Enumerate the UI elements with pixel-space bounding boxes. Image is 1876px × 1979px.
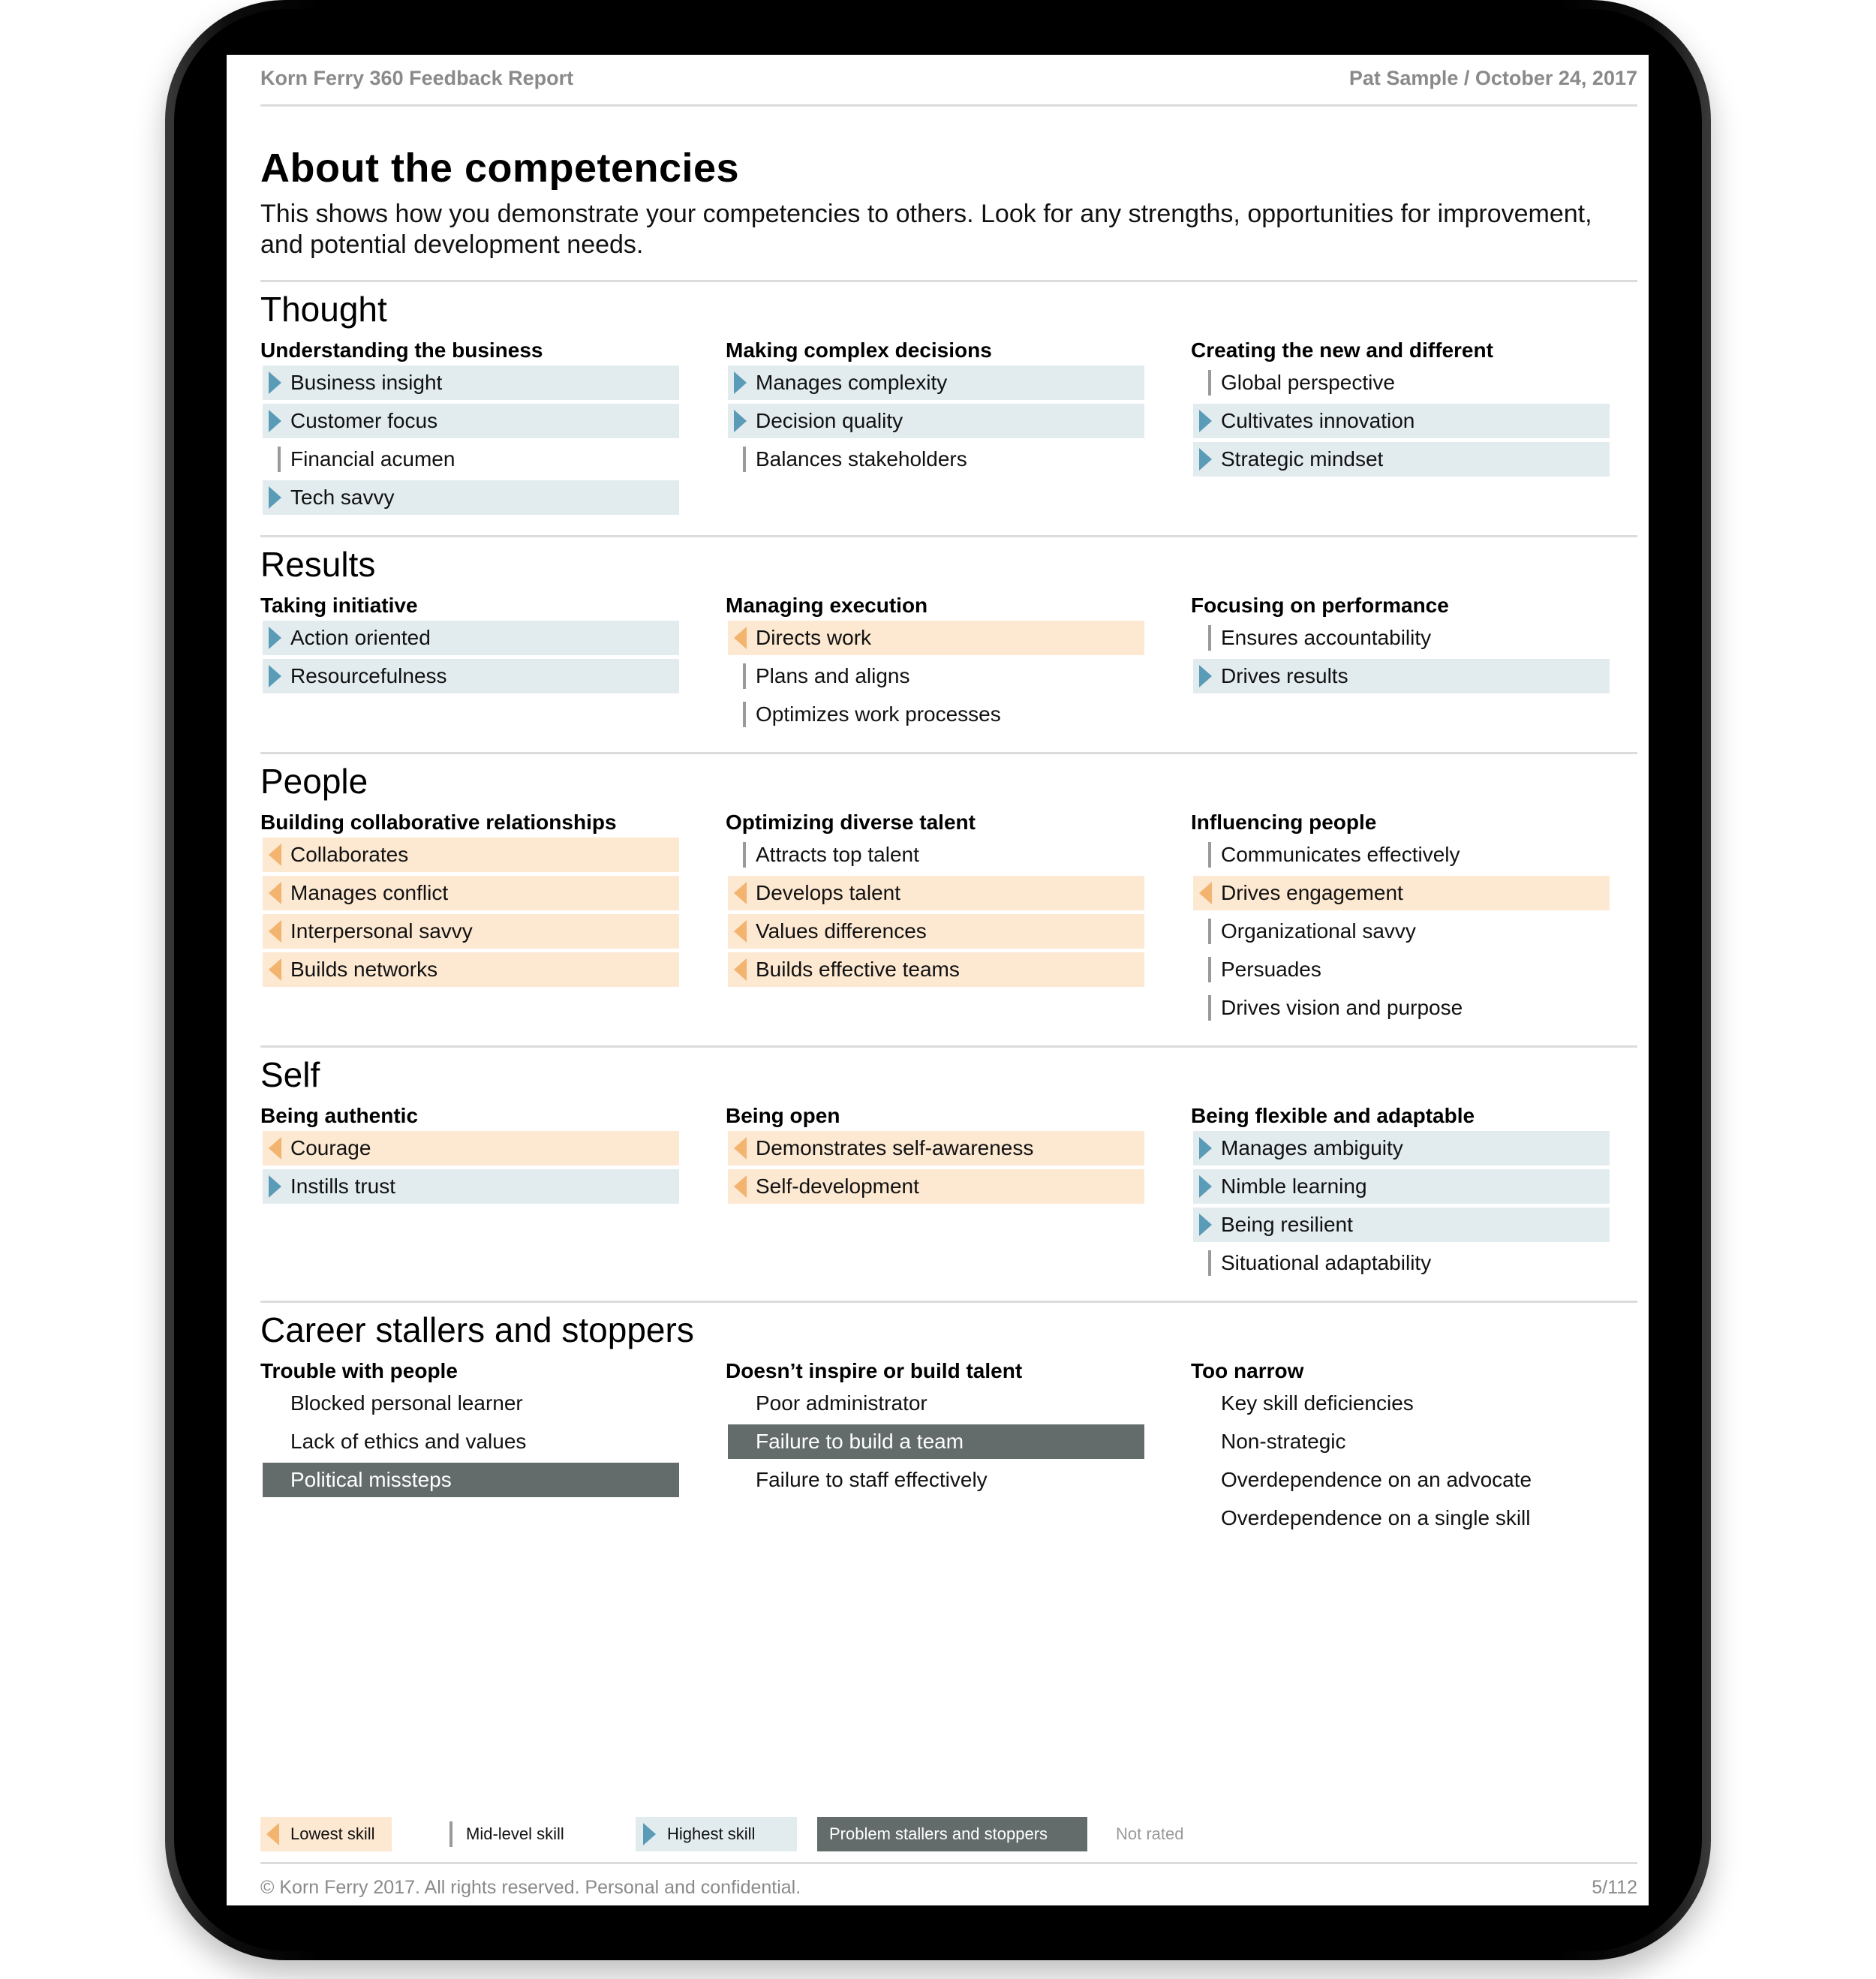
competency-item [263,1131,679,1165]
header-divider [260,104,1637,107]
group-title: Being open [726,1104,840,1127]
legend-highest [636,1817,797,1851]
competency-label: Interpersonal savvy [290,919,473,943]
competency-label: Non-strategic [1221,1430,1346,1453]
triangle-left-icon [269,914,284,949]
triangle-left-icon [734,621,749,655]
competency-item [728,404,1144,438]
vertical-bar-icon [1199,621,1214,655]
competency-item [728,659,1144,693]
triangle-right-icon [1199,1131,1214,1165]
competency-group [1191,335,1611,480]
group-title: Being flexible and adaptable [1191,1104,1475,1127]
competency-item [728,1424,1144,1459]
competency-label: Financial acumen [290,447,455,471]
competency-group [726,591,1146,735]
triangle-right-icon [269,365,284,400]
group-title: Focusing on performance [1191,594,1449,617]
competency-label: Attracts top talent [756,843,919,866]
vertical-bar-icon [269,442,284,477]
triangle-right-icon [269,480,284,515]
competency-label: Persuades [1221,958,1321,981]
legend-mid [448,1817,598,1851]
competency-item [728,697,1144,732]
section-divider [260,1045,1637,1048]
triangle-right-icon [734,404,749,438]
footer-divider [260,1862,1637,1864]
competency-label: Develops talent [756,881,901,904]
competency-item [263,952,679,987]
group-title: Doesn’t inspire or build talent [726,1359,1023,1382]
group-title: Managing execution [726,594,928,617]
competency-item [1193,1169,1610,1204]
competency-item [728,1463,1144,1497]
legend-highest-label: Highest skill [667,1824,756,1843]
triangle-left-icon [734,876,749,910]
competency-item [1193,442,1610,477]
triangle-right-icon [269,1169,284,1204]
competency-item [728,1169,1144,1204]
triangle-left-icon [734,1169,749,1204]
triangle-right-icon [1199,442,1214,477]
competency-group [260,591,681,697]
triangle-right-icon [269,659,284,693]
vertical-bar-icon [448,1817,452,1847]
triangle-left-icon [269,876,284,910]
competency-group [1191,1101,1611,1284]
competency-item [263,365,679,400]
section-title-people: People [260,762,368,801]
competency-item [263,914,679,949]
competency-item [728,1131,1144,1165]
competency-item [263,876,679,910]
group-title: Trouble with people [260,1359,458,1382]
competency-label: Drives vision and purpose [1221,996,1463,1019]
vertical-bar-icon [1199,952,1214,987]
staller-group [260,1356,681,1501]
triangle-left-icon [269,1131,284,1165]
competency-item [1193,1424,1610,1459]
triangle-right-icon [1199,404,1214,438]
competency-group [1191,808,1611,1029]
competency-item [263,480,679,515]
triangle-left-icon [1199,876,1214,910]
competency-item [728,442,1144,477]
competency-label: Overdependence on an advocate [1221,1468,1532,1491]
competency-item [728,952,1144,987]
legend-lowest-label: Lowest skill [290,1824,375,1843]
competency-label: Manages complexity [756,371,948,394]
competency-label: Key skill deficiencies [1221,1391,1414,1415]
staller-group [1191,1356,1611,1539]
competency-label: Manages conflict [290,881,449,904]
competency-item [1193,914,1610,949]
competency-label: Customer focus [290,409,438,432]
competency-label: Plans and aligns [756,664,910,687]
competency-label: Tech savvy [290,486,395,509]
competency-item [1193,1386,1610,1421]
competency-item [728,876,1144,910]
competency-item [1193,404,1610,438]
competency-label: Blocked personal learner [290,1391,523,1415]
section-divider [260,280,1637,282]
competency-label: Failure to staff effectively [756,1468,988,1491]
vertical-bar-icon [1199,1246,1214,1280]
competency-item [1193,1246,1610,1280]
competency-group [726,808,1146,991]
group-title: Optimizing diverse talent [726,811,976,834]
page-number: 5/112 [1592,1877,1637,1898]
triangle-right-icon [1199,1208,1214,1242]
competency-item [1193,1463,1610,1497]
competency-label: Balances stakeholders [756,447,967,471]
competency-item [1193,1501,1610,1535]
competency-item [728,1386,1144,1421]
competency-label: Lack of ethics and values [290,1430,527,1453]
competency-item [263,659,679,693]
competency-group [260,1101,681,1208]
vertical-bar-icon [1199,365,1214,400]
vertical-bar-icon [734,659,749,693]
competency-label: Strategic mindset [1221,447,1384,471]
competency-label: Self-development [756,1174,919,1198]
section-title-self: Self [260,1055,320,1094]
competency-label: Optimizes work processes [756,702,1001,726]
triangle-right-icon [1199,1169,1214,1204]
competency-label: Nimble learning [1221,1174,1367,1198]
section-title-stallers: Career stallers and stoppers [260,1310,694,1349]
competency-item [263,1424,679,1459]
competency-label: Manages ambiguity [1221,1136,1403,1159]
competency-label: Cultivates innovation [1221,409,1415,432]
competency-item [728,621,1144,655]
competency-label: Being resilient [1221,1213,1353,1236]
competency-item [728,365,1144,400]
competency-item [263,404,679,438]
competency-label: Courage [290,1136,371,1159]
triangle-left-icon [269,838,284,872]
triangle-right-icon [269,621,284,655]
competency-group [260,335,681,519]
competency-label: Demonstrates self-awareness [756,1136,1034,1159]
competency-item [263,621,679,655]
legend-mid-label: Mid-level skill [466,1824,564,1843]
competency-item [728,914,1144,949]
section-divider [260,752,1637,754]
report-page [227,55,1649,1905]
competency-label: Organizational savvy [1221,919,1416,943]
vertical-bar-icon [734,442,749,477]
competency-label: Builds networks [290,958,438,981]
competency-label: Builds effective teams [756,958,960,981]
competency-label: Directs work [756,626,872,649]
section-title-thought: Thought [260,290,387,329]
person-date: Pat Sample / October 24, 2017 [1348,67,1637,89]
vertical-bar-icon [734,838,749,872]
vertical-bar-icon [1199,991,1214,1025]
competency-label: Collaborates [290,843,409,866]
competency-label: Drives engagement [1221,881,1403,904]
group-title: Taking initiative [260,594,418,617]
competency-item [263,1169,679,1204]
triangle-left-icon [734,914,749,949]
page-description: This shows how you demonstrate your competencies to others. Look for any strengths, opportunities for improvement, and potential development needs. [260,200,1592,259]
competency-label: Poor administrator [756,1391,927,1415]
group-title: Building collaborative relationships [260,811,617,834]
competency-label: Instills trust [290,1174,396,1198]
footer-copyright: © Korn Ferry 2017. All rights reserved. Personal and confidential. [260,1877,801,1898]
triangle-left-icon [734,952,749,987]
report-title: Korn Ferry 360 Feedback Report [260,67,574,89]
group-title: Influencing people [1191,811,1377,834]
competency-label: Failure to build a team [756,1430,964,1453]
competency-item [1193,1131,1610,1165]
page-title: About the competencies [260,146,740,191]
group-title: Being authentic [260,1104,419,1127]
triangle-right-icon [643,1817,656,1845]
group-title: Creating the new and different [1191,338,1493,362]
legend-problem-label: Problem stallers and stoppers [829,1824,1048,1843]
legend-lowest [260,1817,392,1851]
competency-label: Values differences [756,919,927,943]
competency-label: Business insight [290,371,443,394]
competency-label: Situational adaptability [1221,1251,1432,1274]
competency-group [726,1101,1146,1208]
competency-item [1193,365,1610,400]
competency-group [1191,591,1611,697]
competency-item [263,442,679,477]
group-title: Too narrow [1191,1359,1304,1382]
triangle-left-icon [266,1817,279,1845]
legend-not-rated-label: Not rated [1116,1824,1184,1843]
competency-item [1193,621,1610,655]
triangle-left-icon [269,952,284,987]
triangle-right-icon [734,365,749,400]
legend-not-rated [1116,1817,1236,1851]
group-title: Making complex decisions [726,338,992,362]
triangle-left-icon [734,1131,749,1165]
competency-label: Overdependence on a single skill [1221,1506,1531,1529]
competency-item [263,838,679,872]
staller-group [726,1356,1146,1501]
section-title-results: Results [260,545,376,584]
vertical-bar-icon [734,697,749,732]
group-title: Understanding the business [260,338,543,362]
competency-item [1193,659,1610,693]
competency-label: Global perspective [1221,371,1395,394]
competency-item [1193,876,1610,910]
competency-label: Decision quality [756,409,903,432]
triangle-right-icon [269,404,284,438]
competency-item [263,1386,679,1421]
competency-item [263,1463,679,1497]
vertical-bar-icon [1199,914,1214,949]
competency-group [726,335,1146,480]
competency-item [1193,1208,1610,1242]
competency-item [1193,838,1610,872]
competency-label: Action oriented [290,626,431,649]
competency-label: Communicates effectively [1221,843,1460,866]
section-divider [260,1301,1637,1303]
competency-label: Ensures accountability [1221,626,1432,649]
competency-group [260,808,681,991]
triangle-right-icon [1199,659,1214,693]
competency-label: Resourcefulness [290,664,447,687]
competency-label: Drives results [1221,664,1348,687]
competency-item [1193,952,1610,987]
vertical-bar-icon [1199,838,1214,872]
competency-item [728,838,1144,872]
section-divider [260,535,1637,537]
competency-label: Political missteps [290,1468,452,1491]
competency-item [1193,991,1610,1025]
legend-problem [817,1817,1087,1851]
